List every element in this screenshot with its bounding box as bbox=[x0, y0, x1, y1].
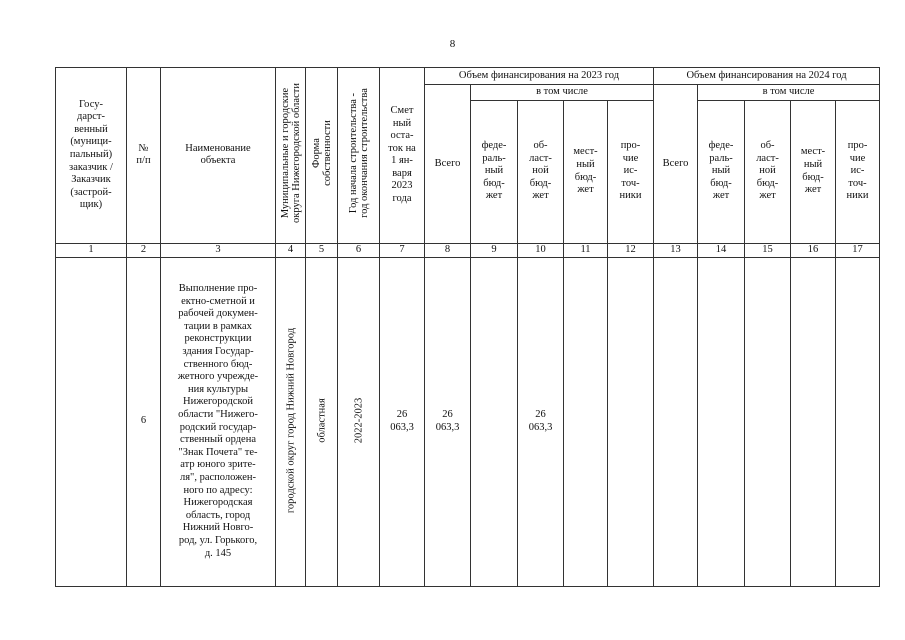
header-ownership-text: Форма собственности bbox=[310, 120, 333, 187]
column-number: 15 bbox=[745, 243, 791, 257]
cell-number: 6 bbox=[127, 257, 161, 586]
column-number: 10 bbox=[518, 243, 564, 257]
cell-ownership bbox=[306, 257, 338, 586]
cell-ownership-text: областная bbox=[315, 397, 327, 443]
column-number: 16 bbox=[791, 243, 836, 257]
header-municipal bbox=[276, 68, 306, 244]
column-number: 14 bbox=[698, 243, 745, 257]
header-municipal-text: Муниципальные и городские округа Нижегородской области bbox=[279, 83, 302, 224]
cell-federal-2024 bbox=[698, 257, 745, 586]
table-row bbox=[56, 257, 880, 586]
header-total-2024: Всего bbox=[654, 85, 698, 244]
cell-municipal bbox=[276, 257, 306, 586]
cell-years-text: 2022-2023 bbox=[352, 397, 364, 443]
column-number: 7 bbox=[380, 243, 425, 257]
column-number: 11 bbox=[564, 243, 608, 257]
cell-municipal-text: городской округ город Нижний Новгород bbox=[284, 327, 296, 513]
header-federal-2023: феде- раль- ный бюд- жет bbox=[471, 100, 518, 243]
column-numbers-row bbox=[56, 243, 880, 257]
column-number: 9 bbox=[471, 243, 518, 257]
cell-balance: 26 063,3 bbox=[380, 257, 425, 586]
header-total-2023: Всего bbox=[425, 85, 471, 244]
header-local-2023: мест- ный бюд- жет bbox=[564, 100, 608, 243]
header-including-2023: в том числе bbox=[471, 85, 654, 101]
cell-regional-2023: 26 063,3 bbox=[518, 257, 564, 586]
header-number: № п/п bbox=[127, 68, 161, 244]
cell-federal-2023 bbox=[471, 257, 518, 586]
header-years-text: Год начала строительства - год окончания строительства bbox=[347, 88, 370, 219]
page-number: 8 bbox=[449, 38, 456, 50]
column-number: 1 bbox=[56, 243, 127, 257]
cell-other-2024 bbox=[836, 257, 880, 586]
header-including-2024: в том числе bbox=[698, 85, 880, 101]
cell-total-2023: 26 063,3 bbox=[425, 257, 471, 586]
column-number: 4 bbox=[276, 243, 306, 257]
cell-local-2023 bbox=[564, 257, 608, 586]
cell-regional-2024 bbox=[745, 257, 791, 586]
header-balance: Смет ный оста- ток на 1 ян- варя 2023 года bbox=[380, 68, 425, 244]
header-ownership bbox=[306, 68, 338, 244]
financing-table bbox=[55, 67, 880, 587]
header-fin-2023: Объем финансирования на 2023 год bbox=[425, 68, 654, 85]
header-local-2024: мест- ный бюд- жет bbox=[791, 100, 836, 243]
column-number: 12 bbox=[608, 243, 654, 257]
cell-years bbox=[338, 257, 380, 586]
column-number: 6 bbox=[338, 243, 380, 257]
column-number: 3 bbox=[161, 243, 276, 257]
header-regional-2024: об- ласт- ной бюд- жет bbox=[745, 100, 791, 243]
header-other-2024: про- чие ис- точ- ники bbox=[836, 100, 880, 243]
column-number: 17 bbox=[836, 243, 880, 257]
header-fin-2024: Объем финансирования на 2024 год bbox=[654, 68, 880, 85]
header-other-2023: про- чие ис- точ- ники bbox=[608, 100, 654, 243]
header-federal-2024: феде- раль- ный бюд- жет bbox=[698, 100, 745, 243]
cell-object-name: Выполнение про- ектно-сметной и рабочей докумен- тации в рамках реконструкции здания Государ- ственного бюд- жетного учрежде- ния культуры Нижегородской области "Нижего- родский государ- ственный ордена "Знак Почета" те- атр юного зрите- ля", расположен- ного по адресу: Нижегородская область, город Нижний Новго- род, ул. Горького, д. 145 bbox=[161, 257, 276, 586]
header-customer: Госу- дарст- венный (муници- пальный) заказчик / Заказчик (застрой- щик) bbox=[56, 68, 127, 244]
column-number: 5 bbox=[306, 243, 338, 257]
header-row-1 bbox=[56, 68, 880, 85]
header-years bbox=[338, 68, 380, 244]
column-number: 2 bbox=[127, 243, 161, 257]
cell-local-2024 bbox=[791, 257, 836, 586]
cell-customer bbox=[56, 257, 127, 586]
cell-total-2024 bbox=[654, 257, 698, 586]
column-number: 8 bbox=[425, 243, 471, 257]
cell-other-2023 bbox=[608, 257, 654, 586]
column-number: 13 bbox=[654, 243, 698, 257]
header-name: Наименование объекта bbox=[161, 68, 276, 244]
header-regional-2023: об- ласт- ной бюд- жет bbox=[518, 100, 564, 243]
